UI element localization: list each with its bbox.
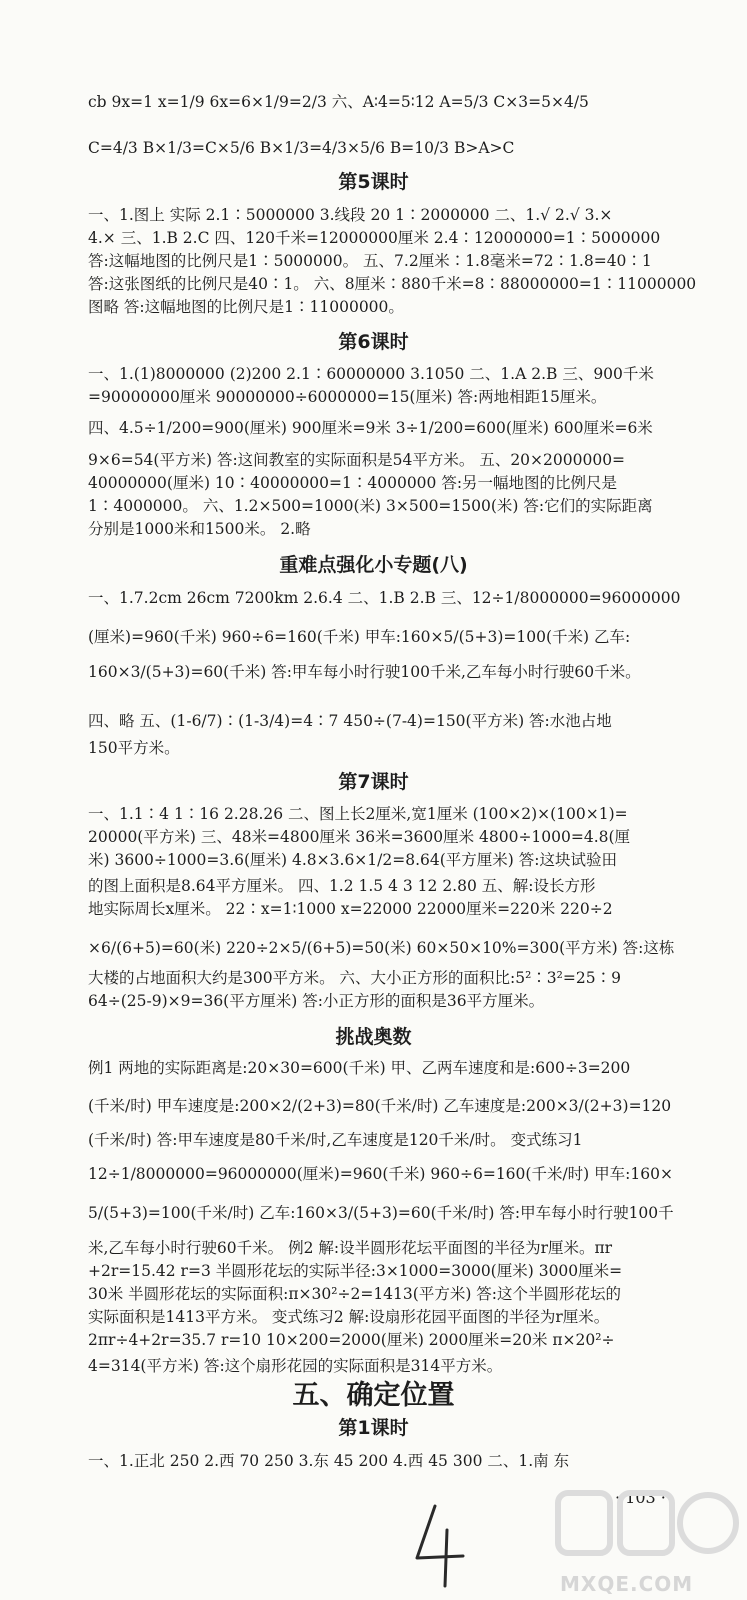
section-heading-special-topic: 重难点强化小专题(八)	[279, 554, 468, 576]
text-line: (千米/时) 答:甲车速度是80千米/时,乙车速度是120千米/时。 变式练习1	[88, 1131, 583, 1149]
page-number: · 103 ·	[615, 1488, 666, 1507]
text-line: 一、1.图上 实际 2.1∶5000000 3.线段 20 1∶2000000 二、1.√ 2.√ 3.×	[88, 206, 613, 224]
text-line: 实际面积是1413平方米。 变式练习2 解:设扇形花园平面图的半径为r厘米。	[88, 1308, 610, 1326]
text-line: 20000(平方米) 三、48米=4800厘米 36米=3600厘米 4800÷1000=4.8(厘	[88, 828, 631, 846]
text-line: 的图上面积是8.64平方厘米。 四、1.2 1.5 4 3 12 2.80 五、解:设长方形	[88, 877, 596, 895]
watermark-text: MXQE.COM	[560, 1572, 694, 1596]
text-line: 160×3/(5+3)=60(千米) 答:甲车每小时行驶100千米,乙车每小时行驶60千米。	[88, 663, 641, 681]
text-line: 5/(5+3)=100(千米/时) 乙车:160×3/(5+3)=60(千米/时) 答:甲车每小时行驶100千	[88, 1204, 674, 1222]
text-line: 一、1.正北 250 2.西 70 250 3.东 45 200 4.西 45 300 二、1.南 东	[88, 1452, 570, 1470]
text-line: 大楼的占地面积大约是300平方米。 六、大小正方形的面积比:5²∶3²=25∶9	[88, 969, 621, 987]
text-line: 64÷(25-9)×9=36(平方厘米) 答:小正方形的面积是36平方厘米。	[88, 992, 545, 1010]
text-line: 米) 3600÷1000=3.6(厘米) 4.8×3.6×1/2=8.64(平方厘米) 答:这块试验田	[88, 851, 617, 869]
text-line: 分别是1000米和1500米。 2.略	[88, 520, 311, 538]
section-heading-lesson-5: 第5课时	[338, 171, 409, 193]
text-line: +2r=15.42 r=3 半圆形花坛的实际半径:3×1000=3000(厘米) 3000厘米=	[88, 1262, 623, 1280]
text-line: 四、4.5÷1/200=900(厘米) 900厘米=9米 3÷1/200=600(厘米) 600厘米=6米	[88, 419, 653, 437]
section-heading-olympiad: 挑战奥数	[335, 1026, 412, 1048]
text-line: 150平方米。	[88, 739, 180, 757]
text-line: 9×6=54(平方米) 答:这间教室的实际面积是54平方米。 五、20×2000000=	[88, 451, 626, 469]
text-line: 4=314(平方米) 答:这个扇形花园的实际面积是314平方米。	[88, 1357, 503, 1375]
handwritten-four-mark	[405, 1500, 475, 1590]
section-heading-lesson-1: 第1课时	[338, 1417, 409, 1439]
text-line: 2πr÷4+2r=35.7 r=10 10×200=2000(厘米) 2000厘米=20米 π×20²÷	[88, 1331, 615, 1349]
text-line: 例1 两地的实际距离是:20×30=600(千米) 甲、乙两车速度和是:600÷3=200	[88, 1059, 631, 1077]
text-line: 1∶4000000。 六、1.2×500=1000(米) 3×500=1500(米) 答:它们的实际距离	[88, 497, 653, 515]
text-line: 米,乙车每小时行驶60千米。 例2 解:设半圆形花坛平面图的半径为r厘米。πr	[88, 1239, 613, 1257]
text-line: 12÷1/8000000=96000000(厘米)=960(千米) 960÷6=160(千米/时) 甲车:160×	[88, 1165, 673, 1183]
text-line: 一、1.1∶4 1∶16 2.28.26 二、图上长2厘米,宽1厘米 (100×2)×(100×1)=	[88, 805, 628, 823]
text-line: 地实际周长x厘米。 22∶x=1∶1000 x=22000 22000厘米=220米 220÷2	[88, 900, 613, 918]
text-line: (千米/时) 甲车速度是:200×2/(2+3)=80(千米/时) 乙车速度是:200×3/(2+3)=120	[88, 1097, 672, 1115]
section-heading-lesson-6: 第6课时	[338, 331, 409, 353]
text-line: 图略 答:这幅地图的比例尺是1∶11000000。	[88, 298, 404, 316]
text-line: 答:这幅地图的比例尺是1∶5000000。 五、7.2厘米∶1.8毫米=72∶1.8=40∶1	[88, 252, 652, 270]
text-line: (厘米)=960(千米) 960÷6=160(千米) 甲车:160×5/(5+3)=100(千米) 乙车:	[88, 628, 631, 646]
text-line: =90000000厘米 90000000÷6000000=15(厘米) 答:两地相距15厘米。	[88, 388, 607, 406]
text-line: 4.× 三、1.B 2.C 四、120千米=12000000厘米 2.4∶12000000=1∶5000000	[88, 229, 661, 247]
text-line: 一、1.(1)8000000 (2)200 2.1∶60000000 3.1050 二、1.A 2.B 三、900千米	[88, 365, 654, 383]
text-line: C=4/3 B×1/3=C×5/6 B×1/3=4/3×5/6 B=10/3 B>A>C	[88, 139, 515, 157]
text-line: 四、略 五、(1-6/7)∶(1-3/4)=4∶7 450÷(7-4)=150(平方米) 答:水池占地	[88, 712, 612, 730]
text-line: cb 9x=1 x=1/9 6x=6×1/9=2/3 六、A∶4=5∶12 A=5/3 C×3=5×4/5	[88, 93, 589, 111]
text-line: 答:这张图纸的比例尺是40∶1。 六、8厘米∶880千米=8∶88000000=1∶11000000	[88, 275, 697, 293]
chapter-title: 五、确定位置	[292, 1380, 455, 1411]
text-line: 40000000(厘米) 10∶40000000=1∶4000000 答:另一幅地图的比例尺是	[88, 474, 618, 492]
text-line: 一、1.7.2cm 26cm 7200km 2.6.4 二、1.B 2.B 三、12÷1/8000000=96000000	[88, 589, 681, 607]
section-heading-lesson-7: 第7课时	[338, 771, 409, 793]
text-line: 30米 半圆形花坛的实际面积:π×30²÷2=1413(平方米) 答:这个半圆形花坛的	[88, 1285, 622, 1303]
text-line: ×6/(6+5)=60(米) 220÷2×5/(6+5)=50(米) 60×50×10%=300(平方米) 答:这栋	[88, 939, 675, 957]
